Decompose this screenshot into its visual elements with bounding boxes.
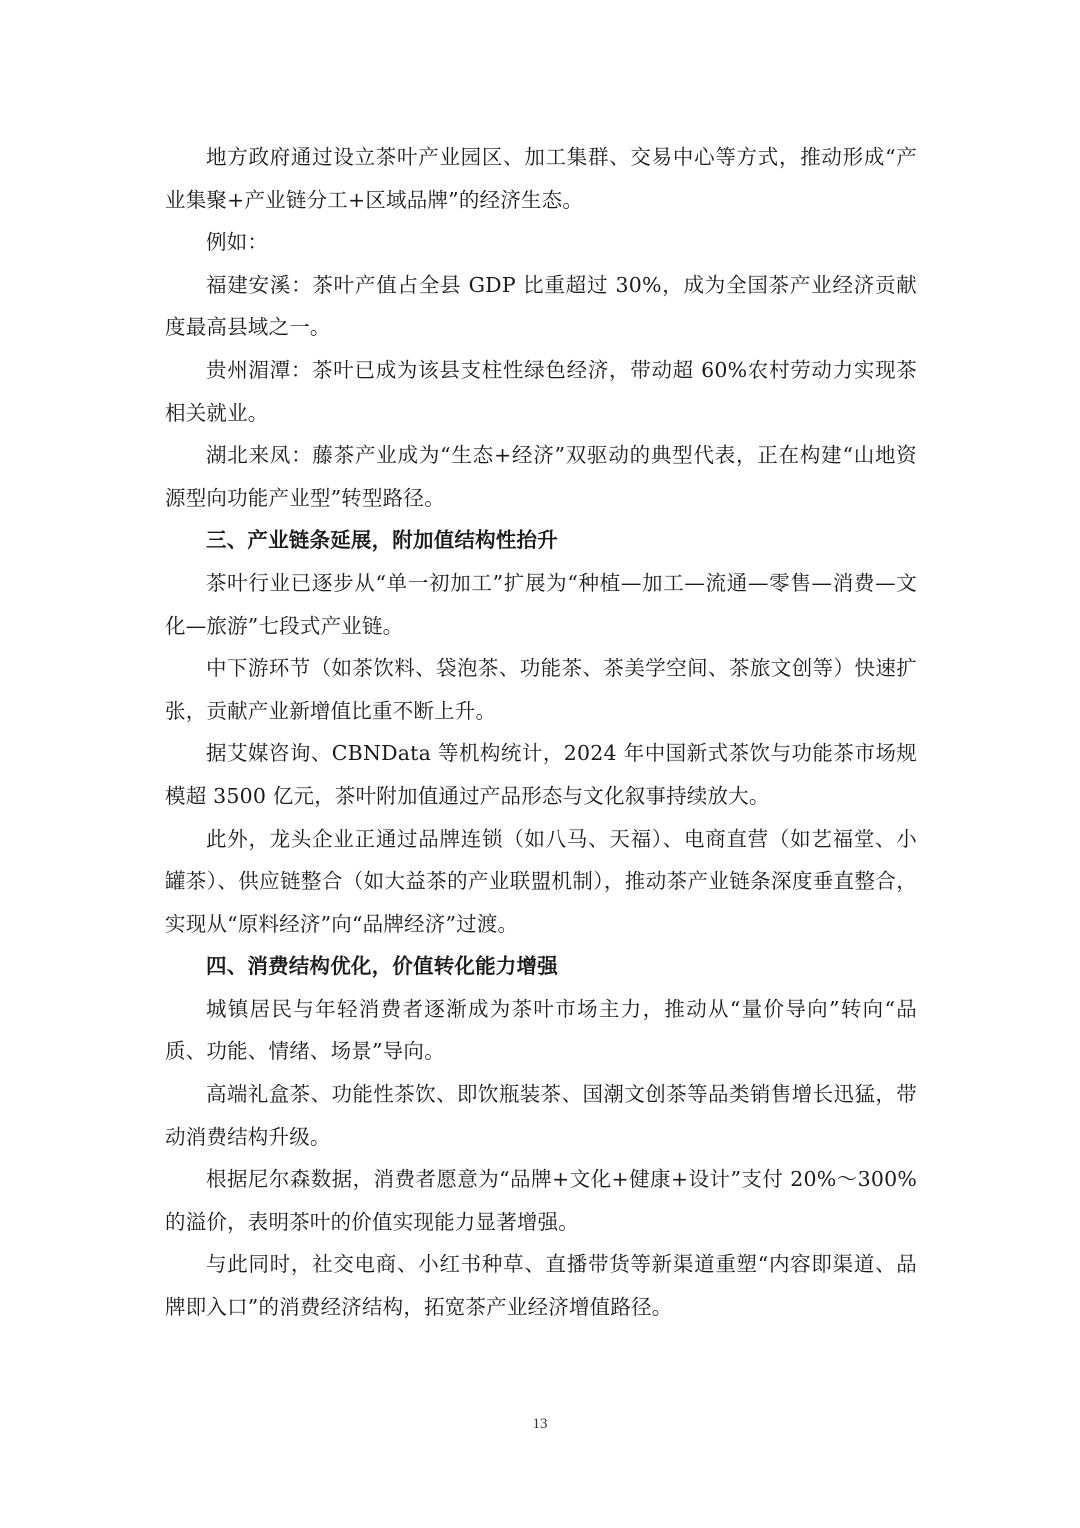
paragraph-consumers: 城镇居民与年轻消费者逐渐成为茶叶市场主力，推动从“量价导向”转向“品质、功能、情绪、场景”导向。 [165,996,917,1064]
paragraph-industrial-cluster: 地方政府通过设立茶叶产业园区、加工集群、交易中心等方式，推动形成“产业集聚+产业链分工+区域品牌”的经济生态。 [165,145,917,212]
paragraph-hubei-laifeng: 湖北来凤：藤茶产业成为“生态+经济”双驱动的典型代表，正在构建“山地资源型向功能产业型”转型路径。 [165,443,917,510]
page-number: 13 [532,1416,548,1432]
paragraph-fujian-anxi: 福建安溪：茶叶产值占全县 GDP 比重超过 30%，成为全国茶产业经济贡献度最高县域之一。 [165,272,917,340]
paragraph-guizhou-meitan: 贵州湄潭：茶叶已成为该县支柱性绿色经济，带动超 60%农村劳动力实现茶相关就业。 [165,357,917,425]
paragraph-new-channels: 与此同时，社交电商、小红书种草、直播带货等新渠道重塑“内容即渠道、品牌即入口”的消费经济结构，拓宽茶产业经济增值路径。 [165,1252,917,1320]
paragraph-examples-intro: 例如： [206,230,269,255]
paragraph-market-size: 据艾媒咨询、CBNData 等机构统计，2024 年中国新式茶饮与功能茶市场规模超 3500 亿元，茶叶附加值通过产品形态与文化叙事持续放大。 [165,741,917,808]
section-heading-4: 四、消费结构优化，价值转化能力增强 [206,954,558,979]
paragraph-downstream: 中下游环节（如茶饮料、袋泡茶、功能茶、茶美学空间、茶旅文创等）快速扩张，贡献产业新增值比重不断上升。 [165,656,917,723]
paragraph-leading-firms: 此外，龙头企业正通过品牌连锁（如八马、天福）、电商直营（如艺福堂、小罐茶）、供应链整合（如大益茶的产业联盟机制），推动茶产业链条深度垂直整合，实现从“原料经济”向“品牌经济”过渡。 [165,826,917,936]
paragraph-premium: 根据尼尔森数据，消费者愿意为“品牌+文化+健康+设计”支付 20%～300%的溢价，表明茶叶的价值实现能力显著增强。 [165,1167,917,1234]
paragraph-categories: 高端礼盒茶、功能性茶饮、即饮瓶装茶、国潮文创茶等品类销售增长迅猛，带动消费结构升级。 [165,1082,917,1149]
document-page-body [165,136,917,1329]
paragraph-value-chain: 茶叶行业已逐步从“单一初加工”扩展为“种植—加工—流通—零售—消费—文化—旅游”七段式产业链。 [165,570,917,638]
section-heading-3: 三、产业链条延展，附加值结构性抬升 [206,528,558,553]
